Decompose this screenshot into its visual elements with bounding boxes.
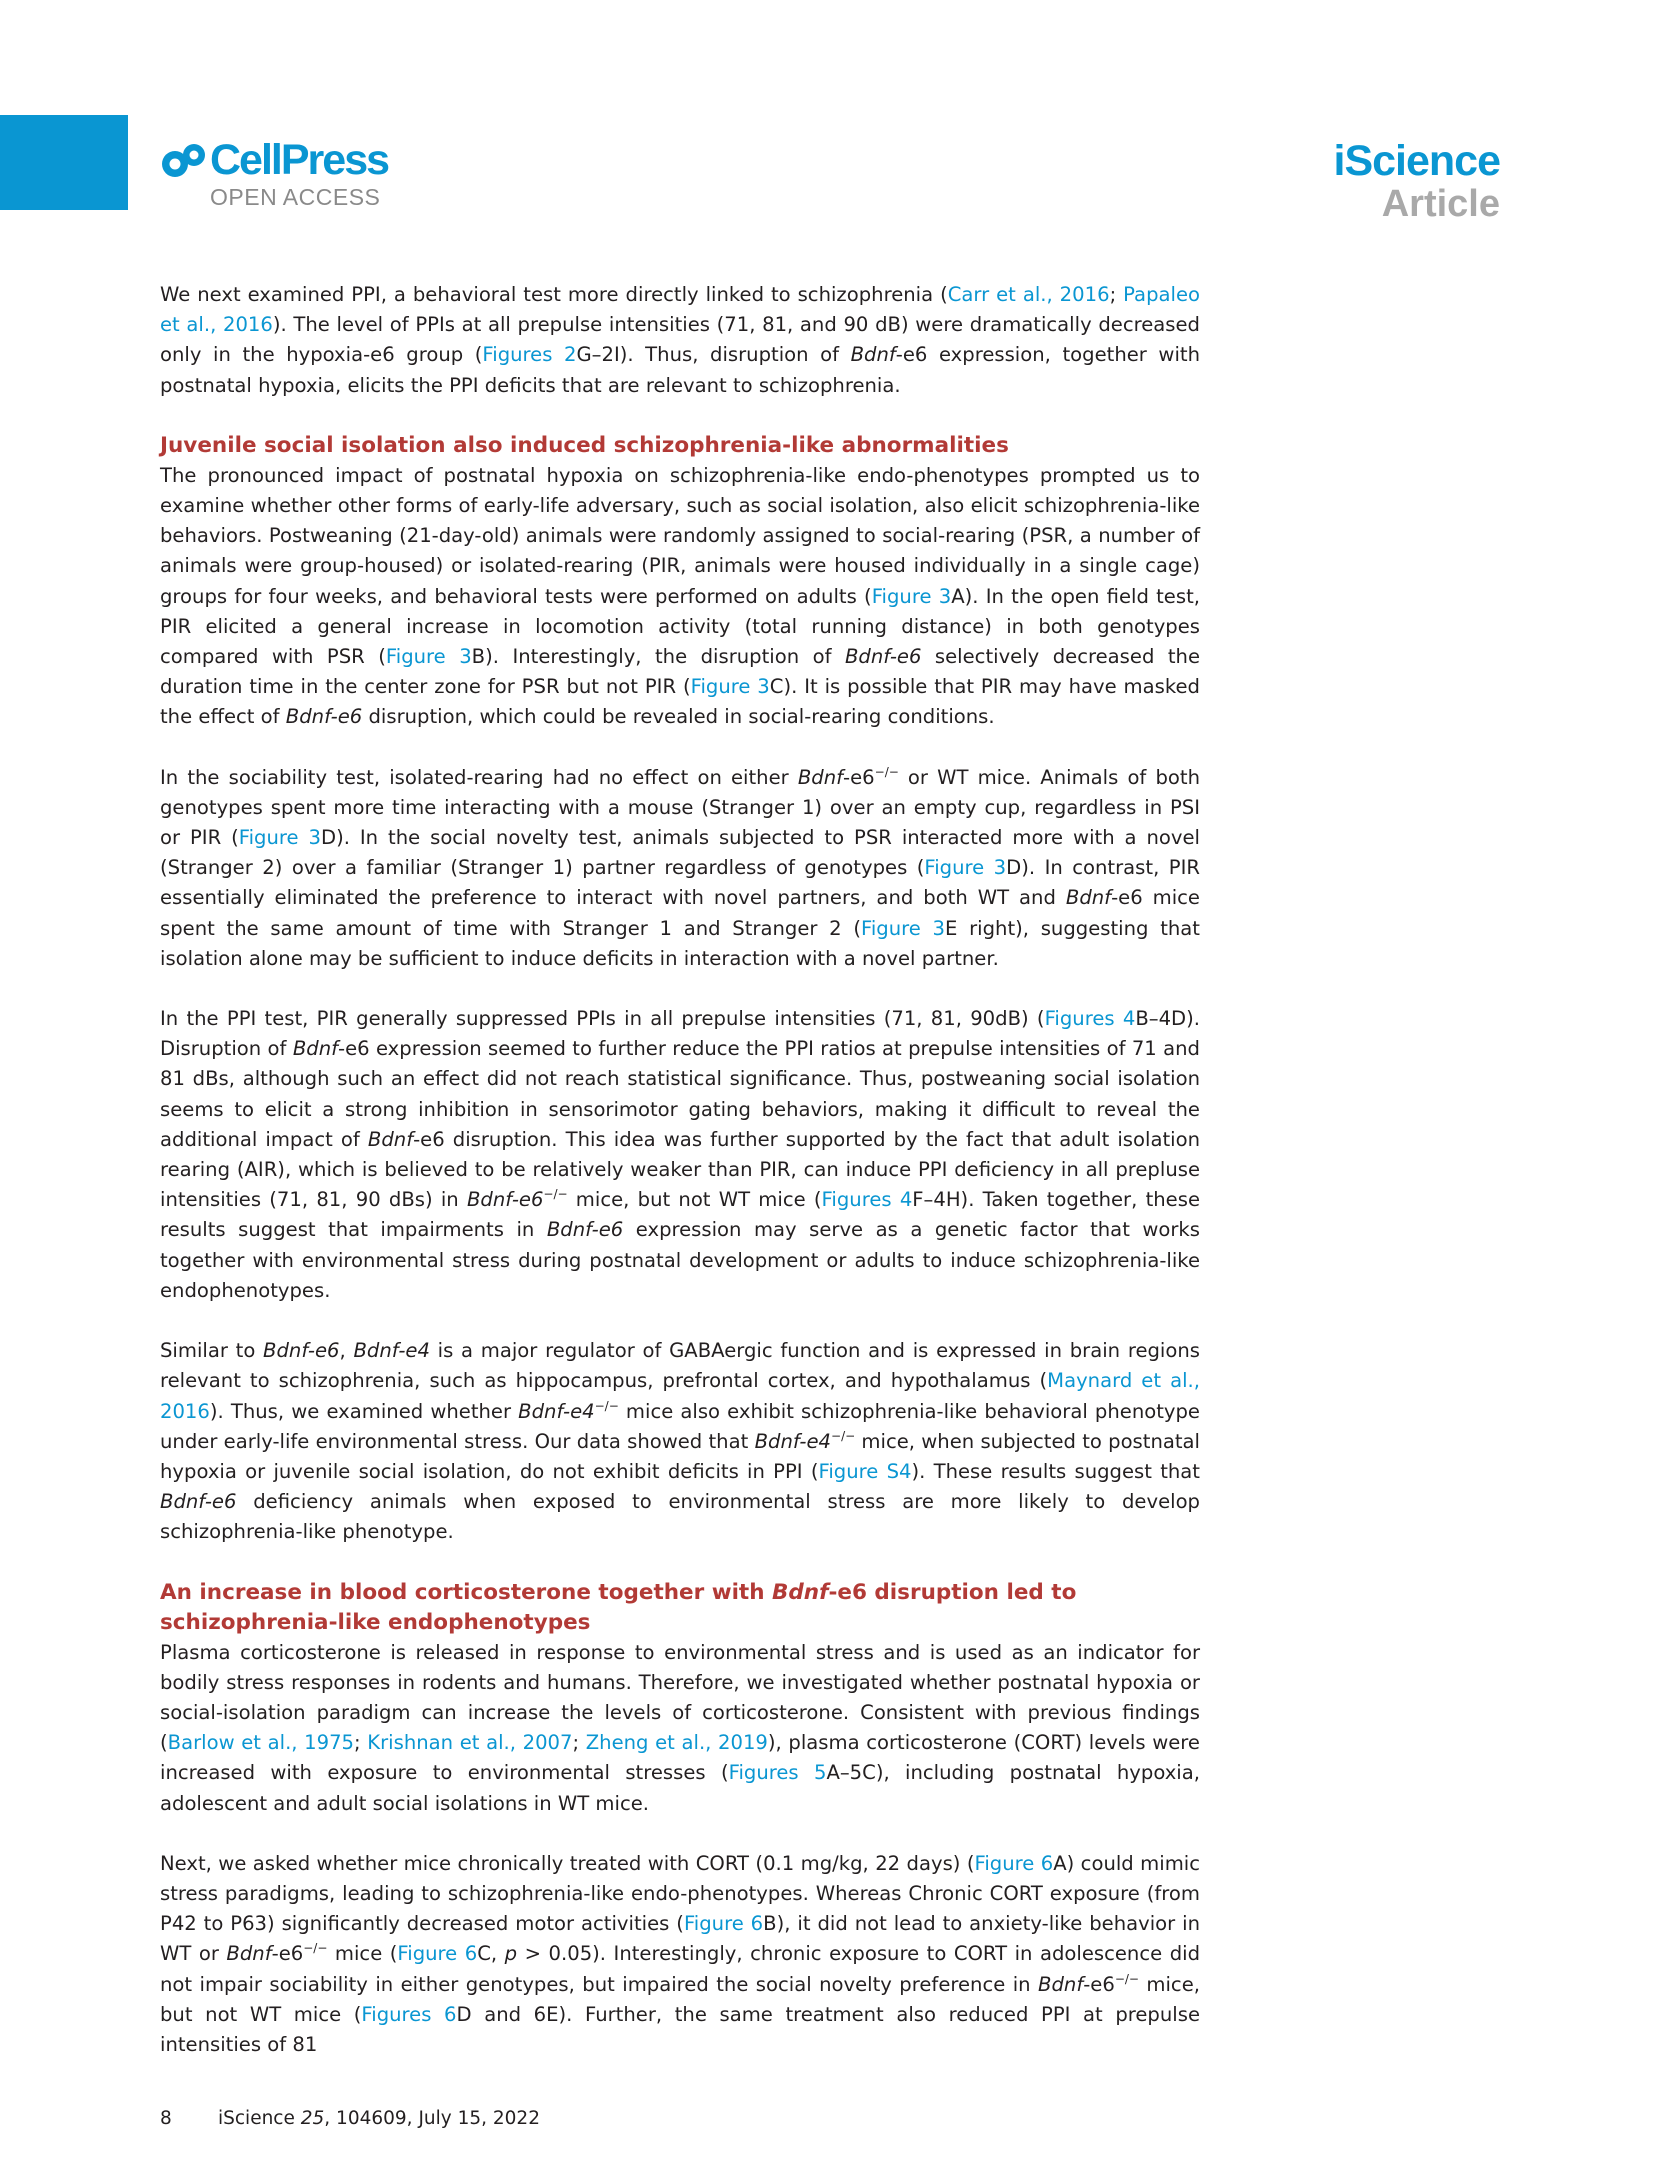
text-run: mice, but not WT mice ( (160, 1972, 1200, 2026)
open-access-label: OPEN ACCESS (210, 184, 381, 210)
text-run: deficiency animals when exposed to environmental stress are more likely to develop schizophrenia-like phenotype. (160, 1490, 1200, 1544)
text-run: > 0.05). Interestingly, chronic exposure to CORT in adolescence did not impair sociability in either genotypes, but impaired the social novelty preference in (160, 1942, 1201, 1996)
text-run: mice, when subjected to postnatal hypoxia or juvenile social isolation, do not exhibit deficits in PPI ( (160, 1429, 1201, 1483)
body-paragraph (160, 280, 1200, 401)
footer-volume: 25 (300, 2108, 325, 2129)
text-run: mice, but not WT mice ( (567, 1188, 822, 1212)
text-run: ), plasma corticosterone (CORT) levels were increased with exposure to environmental stresses ( (160, 1731, 1200, 1785)
reference-link[interactable]: Figures 6 (361, 2002, 457, 2026)
text-run: mice ( (327, 1942, 398, 1966)
italic-text: Bdnf-e6 (844, 645, 922, 669)
section-heading (160, 431, 1200, 461)
text-run: Next, we asked whether mice chronically treated with CORT (0.1 mg/kg, 22 days) ( (160, 1851, 975, 1875)
page-number: 8 (160, 2108, 172, 2129)
text-run: Juvenile social isolation also induced schizophrenia-like abnormalities (160, 432, 1009, 458)
reference-link[interactable]: Figures 4 (1044, 1007, 1136, 1031)
reference-link[interactable]: Figure 3 (238, 826, 321, 850)
italic-text: Bdnf (292, 1037, 339, 1061)
text-run: D). In contrast, PIR essentially eliminated the preference to interact with novel partners, and both WT and (160, 856, 1200, 910)
superscript: −/− (1114, 1971, 1139, 1986)
footer-citation: , 104609, July 15, 2022 (324, 2108, 540, 2129)
superscript: −/− (303, 1941, 328, 1956)
footer-journal: iScience (218, 2108, 295, 2129)
reference-link[interactable]: Figures 4 (821, 1188, 913, 1212)
body-paragraph (160, 1638, 1200, 1819)
text-run: ). The level of PPIs at all prepulse intensities (71, 81, and 90 dB) were dramatically decreased only in the hypoxia-e6 group ( (160, 313, 1200, 367)
body-paragraph (160, 1336, 1200, 1547)
text-run: -e6 disruption led to schizophrenia-like endophenotypes (160, 1579, 1077, 1635)
reference-link[interactable]: Papaleo et al., 2016 (160, 283, 1200, 337)
reference-link[interactable]: Figure 6 (683, 1912, 764, 1936)
text-run: D). In the social novelty test, animals subjected to PSR interacted more with a novel (Stranger 2) over a familiar (Stranger 1) partner regardless of genotypes ( (160, 826, 1200, 880)
journal-header (1334, 138, 1501, 224)
text-run: -e6 (1083, 1972, 1115, 1996)
text-run: -e6 (271, 1942, 304, 1966)
italic-text: Bdnf-e4 (518, 1399, 595, 1423)
page-footer (160, 2108, 540, 2129)
body-paragraph (160, 1849, 1200, 2060)
text-run: B), it did not lead to anxiety-like behavior in WT or (160, 1912, 1200, 1966)
text-run: mice also exhibit schizophrenia-like behavioral phenotype under early-life environmental stress. Our data showed that (160, 1399, 1200, 1453)
reference-link[interactable]: Barlow et al., 1975 (167, 1731, 355, 1755)
article-type: Article (1381, 183, 1500, 225)
text-run: F–4H). Taken together, these results suggest that impairments in (160, 1188, 1200, 1242)
reference-link[interactable]: Figure 6 (974, 1851, 1054, 1875)
body-paragraph (160, 461, 1200, 733)
article-body (160, 280, 1200, 2090)
reference-link[interactable]: Figure 3 (924, 856, 1007, 880)
superscript: −/− (831, 1428, 856, 1443)
text-run: G–2I). Thus, disruption of (576, 343, 851, 367)
text-run: A–5C), including postnatal hypoxia, adolescent and adult social isolations in WT mice. (160, 1761, 1200, 1815)
header-color-tab (0, 115, 128, 210)
italic-text: Bdnf-e6 (285, 705, 363, 729)
italic-text: Bdnf (1038, 1972, 1084, 1996)
italic-text: Bdnf-e4 (754, 1429, 832, 1453)
text-run: ). These results suggest that (911, 1459, 1200, 1483)
journal-name: iScience (1333, 137, 1500, 185)
text-run: ; (1109, 283, 1124, 306)
text-run: D and 6E). Further, the same treatment also reduced PPI at prepulse intensities of 81 (160, 2002, 1200, 2056)
text-run: ; (354, 1731, 368, 1755)
text-run: -e6 expression seemed to further reduce the PPI ratios at prepulse intensities of 71 and 81 dBs, although such an effect did not reach statistical significance. Thus, postweaning social isolation seems to elicit a strong inhibition in sensorimotor gating behaviors, making it difficult to reveal the additional impact of (160, 1037, 1200, 1151)
text-run: selectively decreased the duration time in the center zone for PSR but not PIR ( (160, 645, 1200, 699)
italic-text: Bdnf (772, 1579, 829, 1605)
text-run: -e6 mice spent the same amount of time with Stranger 1 and Stranger 2 ( (160, 886, 1200, 940)
text-run: E right), suggesting that isolation alone may be sufficient to induce deficits in interaction with a novel partner. (160, 916, 1200, 970)
text-run: An increase in blood corticosterone together with (160, 1579, 773, 1605)
italic-text: p (504, 1942, 518, 1966)
italic-text: Bdnf (850, 343, 896, 367)
text-run: A) could mimic stress paradigms, leading to schizophrenia-like endo-phenotypes. Whereas Chronic CORT exposure (from P42 to P63) significantly decreased motor activities ( (160, 1851, 1200, 1936)
text-run: Plasma corticosterone is released in response to environmental stress and is used as an indicator for bodily stress responses in rodents and humans. Therefore, we investigated whether postnatal hypoxia or social-isolation paradigm can increase the levels of corticosterone. Consistent with previous findings ( (160, 1640, 1200, 1755)
text-run: , (339, 1339, 354, 1363)
italic-text: Bdnf-e6 (466, 1188, 544, 1212)
reference-link[interactable]: Figure 3 (871, 584, 952, 608)
text-run: or WT mice. Animals of both genotypes spent more time interacting with a mouse (Stranger 1) over an empty cup, regardless in PSI or PIR ( (160, 765, 1200, 850)
text-run: C). It is possible that PIR may have masked the effect of (160, 675, 1200, 729)
reference-link[interactable]: Figure S4 (818, 1459, 912, 1483)
body-paragraph (160, 763, 1200, 974)
superscript: −/− (543, 1187, 568, 1202)
reference-link[interactable]: Maynard et al., 2016 (160, 1369, 1201, 1423)
text-run: The pronounced impact of postnatal hypoxia on schizophrenia-like endo-phenotypes prompted us to examine whether other forms of early-life adversary, such as social isolation, also elicit schizophrenia-like behaviors. Postweaning (21-day-old) animals were randomly assigned to social-rearing (PSR, a number of animals were group-housed) or isolated-rearing (PIR, animals were housed individually in a single cage) groups for four weeks, and behavioral tests were performed on adults ( (160, 463, 1200, 608)
reference-link[interactable]: Figure 3 (385, 645, 472, 669)
italic-text: Bdnf (226, 1942, 272, 1966)
reference-link[interactable]: Zheng et al., 2019 (585, 1731, 768, 1755)
text-run: ; (572, 1731, 586, 1755)
reference-link[interactable]: Carr et al., 2016 (947, 283, 1110, 306)
reference-link[interactable]: Krishnan et al., 2007 (367, 1731, 573, 1755)
reference-link[interactable]: Figures 2 (482, 343, 577, 367)
text-run: Similar to (160, 1339, 264, 1363)
italic-text: Bdnf (367, 1127, 414, 1151)
text-run: -e6 (843, 765, 875, 789)
italic-text: Bdnf-e4 (353, 1339, 430, 1363)
text-run: ). Thus, we examined whether (209, 1399, 519, 1423)
italic-text: Bdnf-e6 (160, 1490, 237, 1514)
text-run: expression may serve as a genetic factor that works together with environmental stress during postnatal development or adults to induce schizophrenia-like endophenotypes. (160, 1218, 1200, 1302)
italic-text: Bdnf (1065, 886, 1112, 910)
text-run: C, (477, 1942, 505, 1966)
text-run: disruption, which could be revealed in social-rearing conditions. (362, 705, 995, 729)
reference-link[interactable]: Figure 6 (397, 1942, 478, 1966)
italic-text: Bdnf (797, 765, 844, 789)
text-run: In the sociability test, isolated-rearing had no effect on either (160, 765, 798, 789)
italic-text: Bdnf-e6 (263, 1339, 340, 1363)
reference-link[interactable]: Figure 3 (860, 916, 945, 940)
text-run: -e6 expression, together with postnatal hypoxia, elicits the PPI deficits that are relevant to schizophrenia. (160, 343, 1200, 397)
reference-link[interactable]: Figure 3 (690, 675, 770, 699)
cellpress-logo-icon (160, 142, 208, 186)
publisher-name: CellPress (210, 136, 389, 184)
text-run: We next examined PPI, a behavioral test more directly linked to schizophrenia ( (160, 283, 948, 306)
reference-link[interactable]: Figures 5 (728, 1761, 827, 1785)
text-run: A). In the open field test, PIR elicited a general increase in locomotion activity (total running distance) in both genotypes compared with PSR ( (160, 584, 1200, 669)
italic-text: Bdnf-e6 (546, 1218, 624, 1242)
text-run: B–4D). Disruption of (160, 1007, 1200, 1061)
superscript: −/− (874, 764, 899, 779)
text-run: is a major regulator of GABAergic function and is expressed in brain regions relevant to schizophrenia, such as hippocampus, prefrontal cortex, and hypothalamus ( (160, 1339, 1200, 1393)
text-run: B). Interestingly, the disruption of (471, 645, 845, 669)
text-run: In the PPI test, PIR generally suppressed PPIs in all prepulse intensities (71, 81, 90dB) ( (160, 1007, 1045, 1031)
section-heading (160, 1578, 1200, 1638)
superscript: −/− (594, 1398, 619, 1413)
body-paragraph (160, 1004, 1200, 1306)
text-run: -e6 disruption. This idea was further supported by the fact that adult isolation rearing (AIR), which is believed to be relatively weaker than PIR, can induce PPI deficiency in all prepluse intensities (71, 81, 90 dBs) in (160, 1127, 1200, 1212)
